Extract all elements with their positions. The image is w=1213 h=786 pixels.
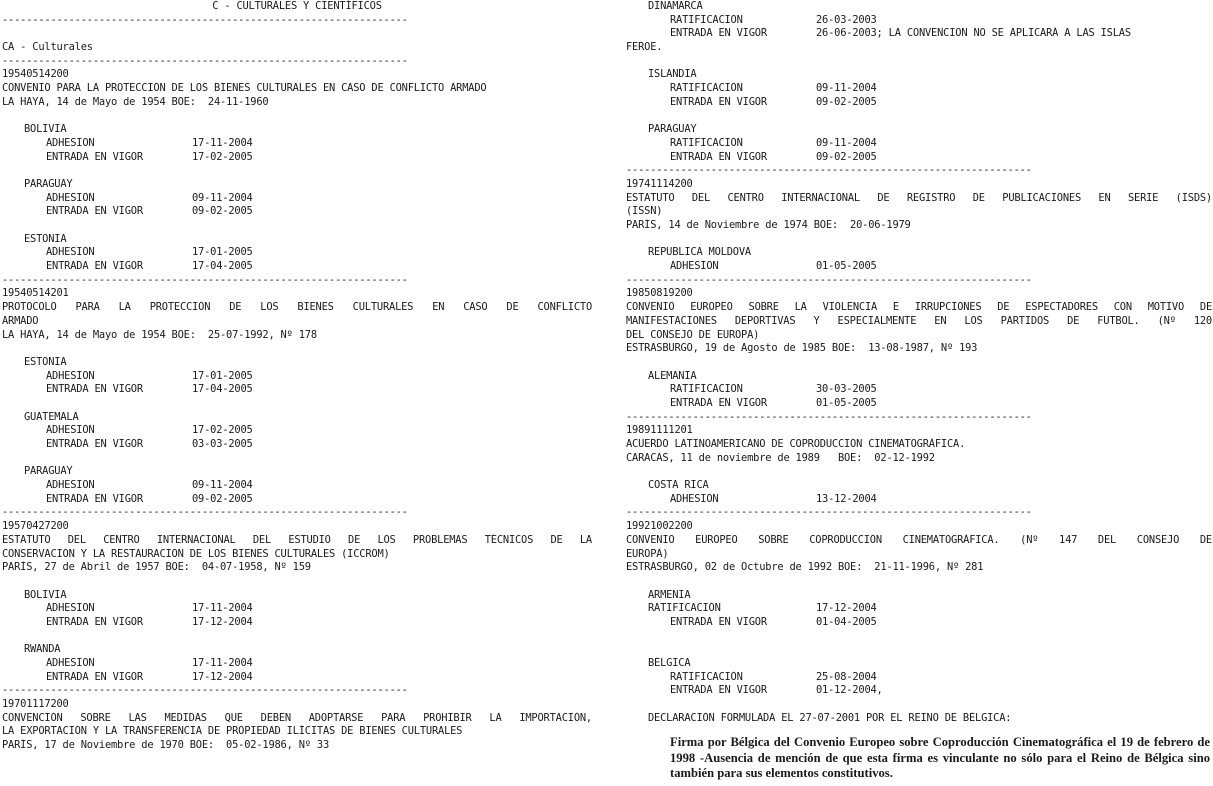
treaty-place: LA HAYA, 14 de Mayo de 1954 BOE: 25-07-1992, Nº 178 <box>2 328 317 341</box>
treaty-place: PARÍS, 17 de Noviembre de 1970 BOE: 05-02-1986, Nº 33 <box>2 739 330 752</box>
act-label: ENTRADA EN VIGOR <box>670 150 767 163</box>
act-date: 01-12-2004, <box>816 684 883 697</box>
act-row <box>2 493 592 507</box>
act-date: 25-08-2004 <box>816 670 877 683</box>
act-date: 09-02-2005 <box>816 95 877 108</box>
treaty-place: LA HAYA, 14 de Mayo de 1954 BOE: 24-11-1960 <box>2 95 269 108</box>
treaty-place: ESTRASBURGO, 19 de Agosto de 1985 BOE: 13-08-1987, Nº 193 <box>626 342 978 355</box>
act-date: 01-05-2005 <box>816 396 877 409</box>
divider: ------------------------------------------------------------------- <box>2 506 408 519</box>
act-date: 09-02-2005 <box>192 205 253 218</box>
act-label: ENTRADA EN VIGOR <box>46 670 143 683</box>
act-label: ENTRADA EN VIGOR <box>670 396 767 409</box>
country-name: PARAGUAY <box>24 465 73 478</box>
treaty-code: 19540514200 <box>2 68 69 81</box>
act-date: 09-02-2005 <box>192 492 253 505</box>
act-row <box>2 260 592 274</box>
treaty-title: ESTATUTO DEL CENTRO INTERNACIONAL DE REGISTRO DE PUBLICACIONES EN SERIE (ISDS) <box>626 191 1212 204</box>
act-row <box>2 616 592 630</box>
divider: ------------------------------------------------------------------- <box>626 273 1032 286</box>
act-row <box>2 151 592 165</box>
treaty-title: ESTATUTO DEL CENTRO INTERNACIONAL DEL ESTUDIO DE LOS PROBLEMAS TÉCNICOS DE LA <box>2 533 592 546</box>
act-row <box>626 82 1212 96</box>
act-label: ADHESIÓN <box>670 492 719 505</box>
country-name: ESTONIA <box>24 355 67 368</box>
act-label: ADHESIÓN <box>46 424 95 437</box>
act-row <box>626 260 1212 274</box>
treaty-code: 19570427200 <box>2 520 69 533</box>
act-row <box>2 246 592 260</box>
act-label: ENTRADA EN VIGOR <box>670 95 767 108</box>
act-row <box>626 671 1212 685</box>
act-label: ADHESION <box>46 602 95 615</box>
act-row <box>2 370 592 384</box>
act-row <box>2 671 592 685</box>
country-name: ESTONIA <box>24 232 67 245</box>
divider: ------------------------------------------------------------------- <box>2 54 408 67</box>
act-date: 01-04-2005 <box>816 615 877 628</box>
act-date: 13-12-2004 <box>816 492 877 505</box>
act-row <box>626 151 1212 165</box>
left-column <box>2 0 592 753</box>
treaty-title: ACUERDO LATINOAMERICANO DE COPRODUCCIÓN CINEMATOGRÁFICA. <box>626 438 966 450</box>
act-row <box>626 684 1212 698</box>
act-row <box>626 27 1212 41</box>
act-note: FEROE. <box>626 41 663 54</box>
act-row <box>626 14 1212 28</box>
divider: ------------------------------------------------------------------- <box>626 506 1032 519</box>
country-name: GUATEMALA <box>24 410 79 423</box>
act-date: 26-03-2003 <box>816 13 877 26</box>
act-label: ENTRADA EN VIGOR <box>46 205 143 218</box>
treaty-title: CONVENIO PARA LA PROTECCIÓN DE LOS BIENES CULTURALES EN CASO DE CONFLICTO ARMADO <box>2 82 487 95</box>
treaty-title: DEL CONSEJO DE EUROPA) <box>626 328 760 341</box>
act-row <box>626 96 1212 110</box>
act-label: ENTRADA EN VIGOR <box>670 684 767 697</box>
act-date: 26-06-2003; LA CONVENCIÓN NO SE APLICARÁ A LAS ISLAS <box>816 27 1131 40</box>
section-title: C - CULTURALES Y CIENTÍFICOS <box>212 0 382 12</box>
act-row <box>2 602 592 616</box>
act-date: 09-11-2004 <box>192 479 253 492</box>
act-row <box>626 616 1212 630</box>
treaty-code: 19891111201 <box>626 424 693 437</box>
country-name: ALEMANIA <box>648 369 697 382</box>
act-label: ENTRADA EN VIGOR <box>46 260 143 273</box>
act-date: 17-12-2004 <box>192 670 253 683</box>
act-row <box>626 493 1212 507</box>
act-date: 17-11-2004 <box>192 136 253 149</box>
treaty-code: 19701117200 <box>2 698 69 711</box>
act-row <box>2 424 592 438</box>
act-date: 03-03-2005 <box>192 438 253 450</box>
act-row <box>2 192 592 206</box>
act-label: ENTRADA EN VIGOR <box>670 27 767 40</box>
act-label: ADHESIÓN <box>46 246 95 259</box>
treaty-place: PARÍS, 27 de Abril de 1957 BOE: 04-07-1958, Nº 159 <box>2 561 311 574</box>
act-row <box>626 602 1212 616</box>
act-label: ENTRADA EN VIGOR <box>46 150 143 163</box>
divider: ------------------------------------------------------------------- <box>2 13 408 26</box>
treaty-title: EUROPA) <box>626 547 669 560</box>
act-label: ENTRADA EN VIGOR <box>46 492 143 505</box>
country-name: DINAMARCA <box>648 0 703 12</box>
act-date: 17-11-2004 <box>192 657 253 669</box>
act-row <box>2 205 592 219</box>
treaty-title: (ISSN) <box>626 205 663 218</box>
act-label: ADHESION <box>46 369 95 382</box>
act-date: 30-03-2005 <box>816 383 877 396</box>
treaty-place: ESTRASBURGO, 02 de Octubre de 1992 BOE: 21-11-1996, Nº 281 <box>626 561 984 574</box>
act-date: 17-02-2005 <box>192 150 253 163</box>
treaty-title: PROTOCOLO PARA LA PROTECCIÓN DE LOS BIENES CULTURALES EN CASO DE CONFLICTO <box>2 301 592 314</box>
country-name: RWANDA <box>24 643 61 656</box>
treaty-title: CONVENIO EUROPEO SOBRE COPRODUCCIÓN CINEMATOGRÁFICA. (Nº 147 DEL CONSEJO DE <box>626 533 1212 546</box>
act-date: 17-04-2005 <box>192 383 253 396</box>
act-label: ADHESION <box>46 191 95 204</box>
country-name: BOLIVIA <box>24 588 67 601</box>
act-date: 17-01-2005 <box>192 369 253 382</box>
act-date: 09-11-2004 <box>816 82 877 95</box>
treaty-place: PARÍS, 14 de Noviembre de 1974 BOE: 20-06-1979 <box>626 219 911 231</box>
act-date: 17-12-2004 <box>816 602 877 615</box>
act-date: 17-02-2005 <box>192 424 253 437</box>
country-name: BÉLGICA <box>648 657 691 669</box>
declaration-heading: DECLARACIÓN FORMULADA EL 27-07-2001 POR EL REINO DE BÉLGICA: <box>648 711 1012 724</box>
act-row <box>2 438 592 452</box>
act-label: ADHESION <box>46 136 95 149</box>
act-date: 09-11-2004 <box>816 136 877 149</box>
treaty-place: CARACAS, 11 de noviembre de 1989 BOE: 02-12-1992 <box>626 451 935 464</box>
act-label: ADHESION <box>670 260 719 273</box>
act-row <box>2 137 592 151</box>
right-column <box>626 0 1212 782</box>
subsection-title: CA - Culturales <box>2 41 93 54</box>
act-label: RATIFICACIÓN <box>670 136 743 149</box>
divider: ------------------------------------------------------------------- <box>626 410 1032 423</box>
act-date: 17-01-2005 <box>192 246 253 259</box>
treaty-title: MANIFESTACIONES DEPORTIVAS Y ESPECIALMENTE EN LOS PARTIDOS DE FÚTBOL. (Nº 120 <box>626 314 1212 327</box>
act-date: 01-05-2005 <box>816 260 877 273</box>
country-name: PARAGUAY <box>24 177 73 190</box>
act-label: ENTRADA EN VIGOR <box>46 383 143 396</box>
divider: ------------------------------------------------------------------- <box>626 164 1032 177</box>
act-date: 09-02-2005 <box>816 150 877 163</box>
act-label: RATIFICACION <box>670 13 743 26</box>
act-label: ADHESION <box>46 479 95 492</box>
act-label: RATIFICACIÓN <box>648 602 721 615</box>
treaty-code: 19850819200 <box>626 287 693 300</box>
act-label: ENTRADA EN VIGOR <box>46 615 143 628</box>
act-date: 17-12-2004 <box>192 615 253 628</box>
declaration-note: Firma por Bélgica del Convenio Europeo sobre Coproducción Cinematográfica el 19 de febrero de 1998 -Ausencia de mención de que esta firma es vinculante no sólo para el Reino de Bélgica sino también para sus elementos constitutivos. <box>670 735 1210 781</box>
act-label: RATIFICACIÓN <box>670 82 743 95</box>
divider: ------------------------------------------------------------------- <box>2 684 408 697</box>
treaty-code: 19741114200 <box>626 177 693 190</box>
treaty-code: 19921002200 <box>626 520 693 533</box>
treaty-title: CONSERVACIÓN Y LA RESTAURACIÓN DE LOS BIENES CULTURALES (ICCROM) <box>2 547 390 560</box>
act-date: 17-04-2005 <box>192 260 253 273</box>
treaty-title: CONVENCIÓN SOBRE LAS MEDIDAS QUE DEBEN ADOPTARSE PARA PROHIBIR LA IMPORTACIÓN, <box>2 711 592 724</box>
act-label: RATIFICACIÓN <box>670 670 743 683</box>
country-name: ISLANDIA <box>648 68 697 81</box>
act-label: ENTRADA EN VIGOR <box>46 438 143 450</box>
act-row <box>626 383 1212 397</box>
act-row <box>2 383 592 397</box>
act-label: RATIFICACION <box>670 383 743 396</box>
country-name: REPÚBLICA MOLDOVA <box>648 246 751 259</box>
country-name: BOLIVIA <box>24 123 67 136</box>
act-date: 17-11-2004 <box>192 602 253 615</box>
act-row <box>2 657 592 671</box>
treaty-title: CONVENIO EUROPEO SOBRE LA VIOLENCIA E IRRUPCIONES DE ESPECTADORES CON MOTIVO DE <box>626 301 1212 314</box>
country-name: PARAGUAY <box>648 123 697 136</box>
act-label: ENTRADA EN VIGOR <box>670 615 767 628</box>
act-row <box>2 479 592 493</box>
act-row <box>626 397 1212 411</box>
country-name: ARMENIA <box>648 588 691 601</box>
treaty-title: LA EXPORTACIÓN Y LA TRANSFERENCIA DE PROPIEDAD ILÍCITAS DE BIENES CULTURALES <box>2 725 463 738</box>
act-date: 09-11-2004 <box>192 191 253 204</box>
divider: ------------------------------------------------------------------- <box>2 273 408 286</box>
act-row <box>626 137 1212 151</box>
treaty-title: ARMADO <box>2 314 39 327</box>
country-name: COSTA RICA <box>648 479 709 492</box>
act-label: ADHESION <box>46 657 95 669</box>
treaty-code: 19540514201 <box>2 287 69 300</box>
